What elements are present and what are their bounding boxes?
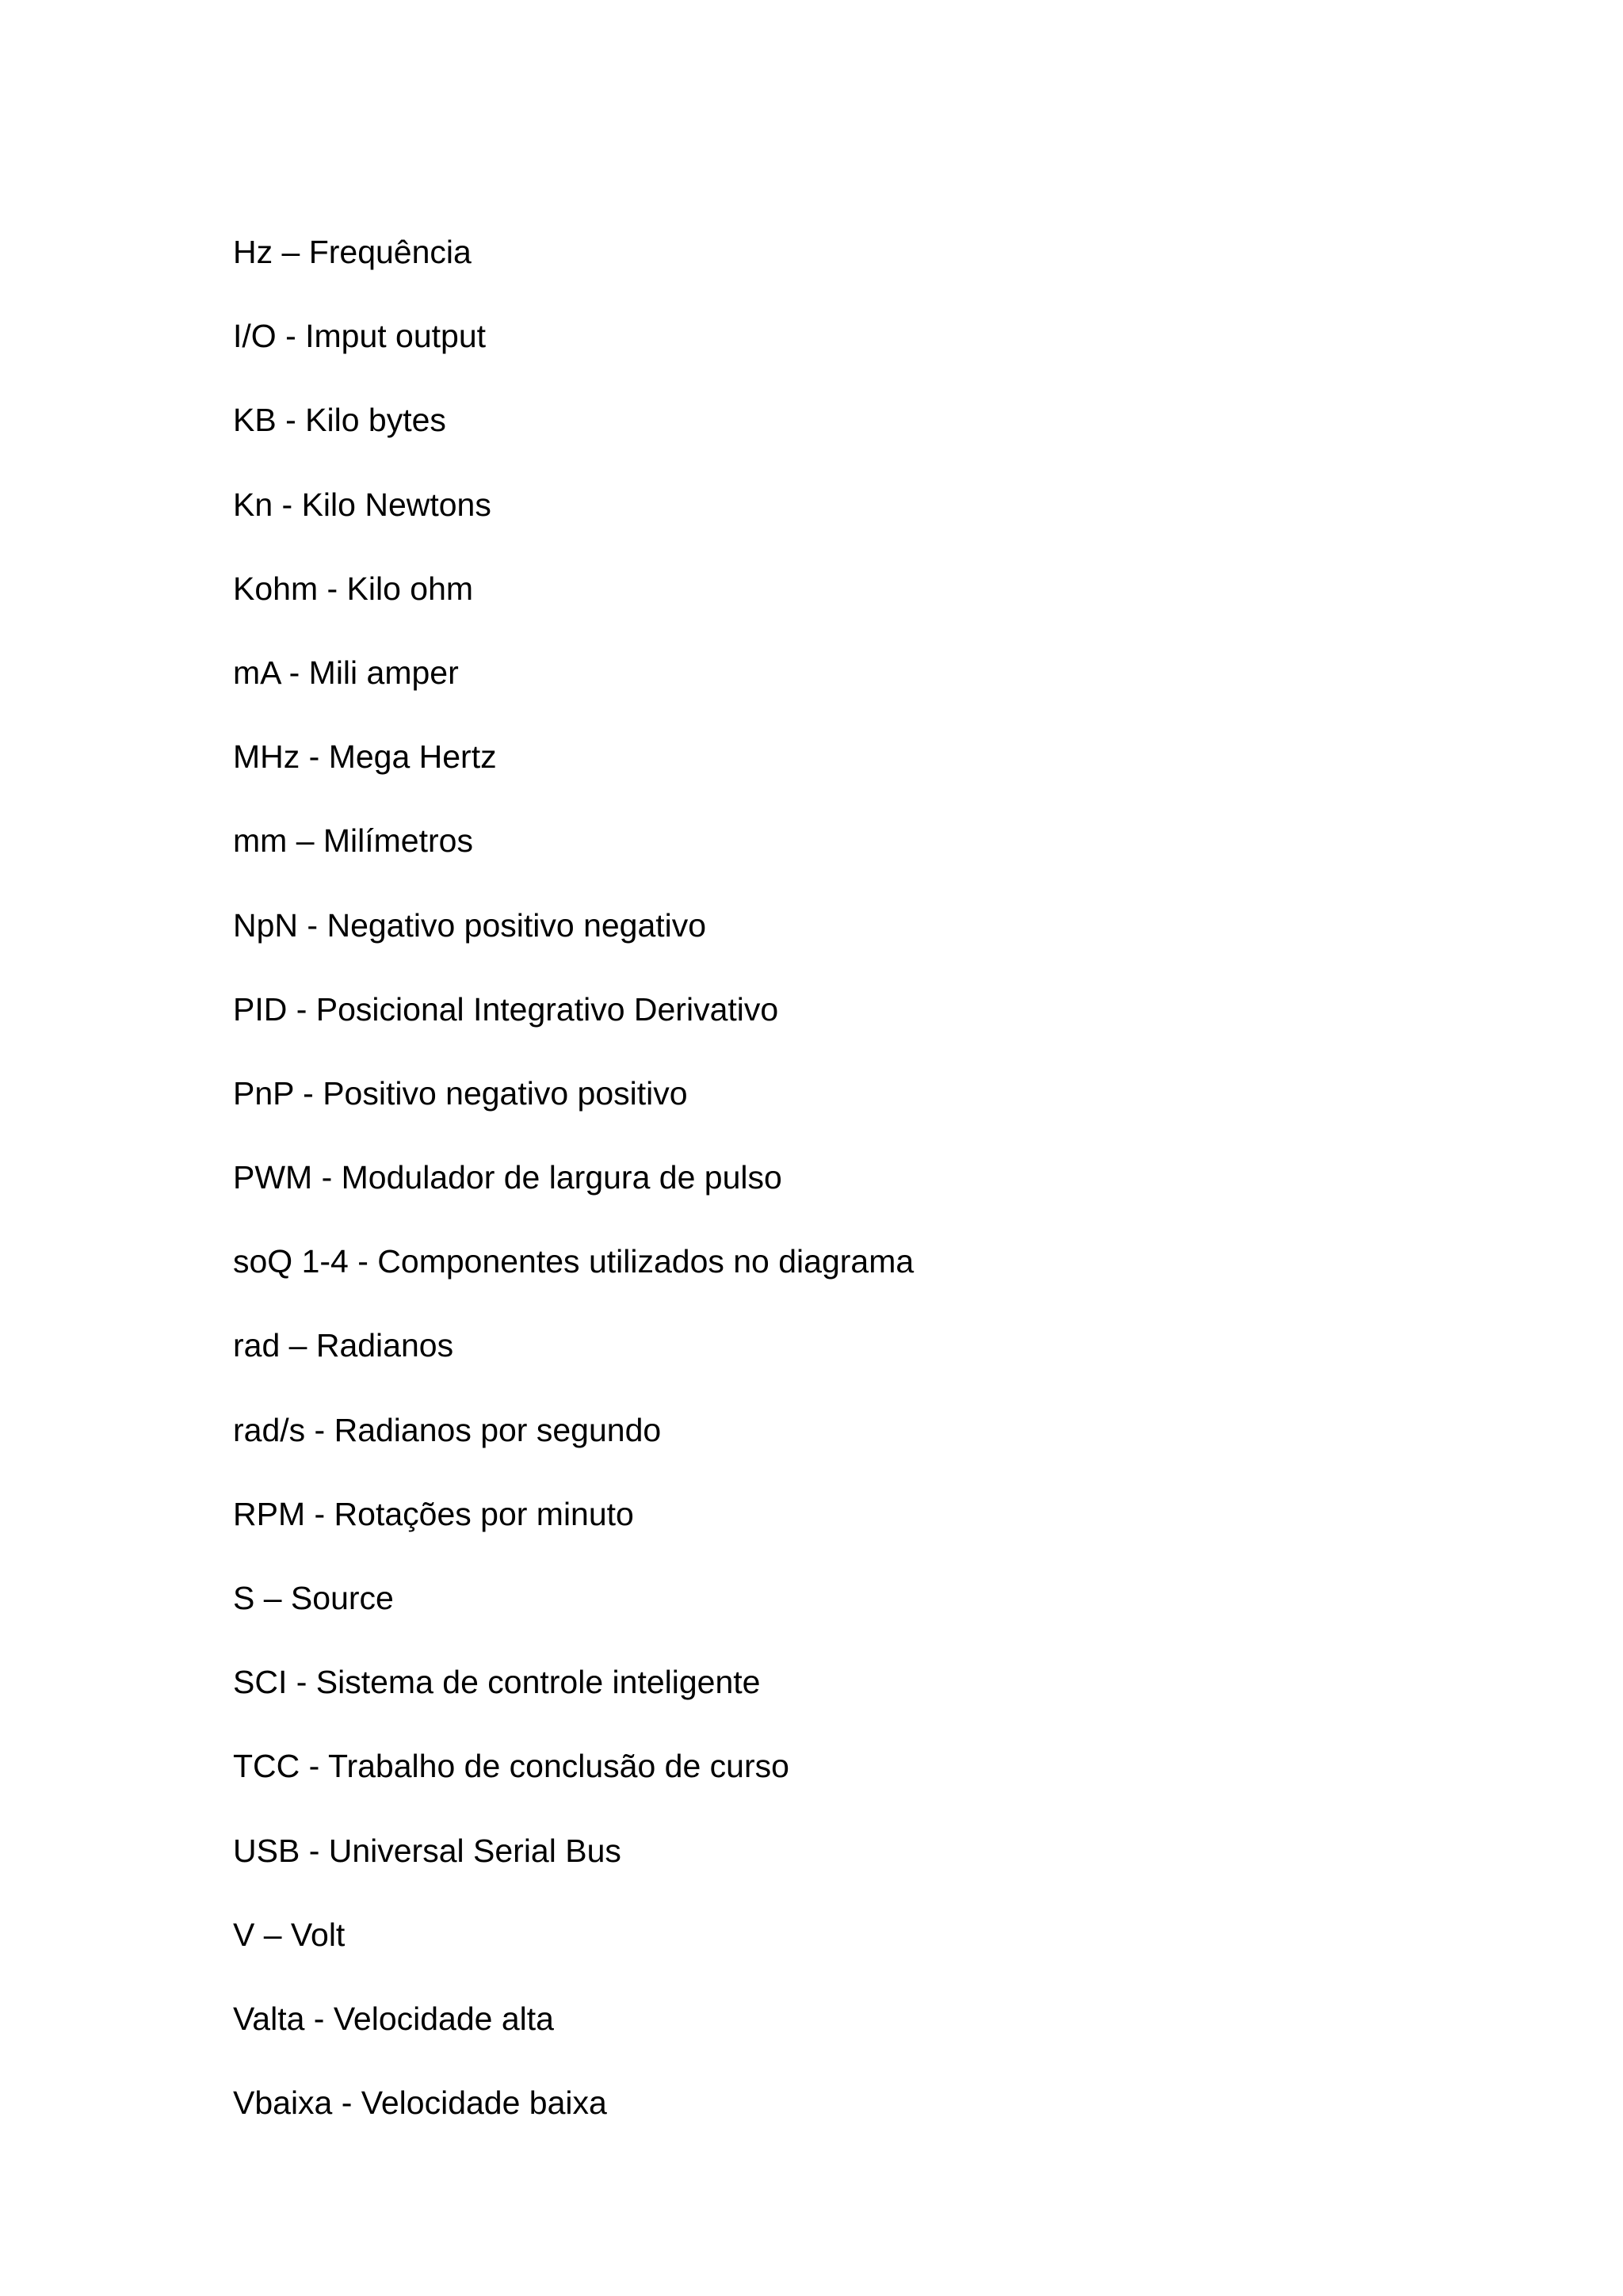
list-item: RPM - Rotações por minuto: [233, 1495, 634, 1532]
list-item: Valta - Velocidade alta: [233, 2000, 554, 2037]
list-item: Kn - Kilo Newtons: [233, 486, 491, 523]
list-item: PnP - Positivo negativo positivo: [233, 1074, 688, 1112]
list-item: KB - Kilo bytes: [233, 402, 446, 439]
abbreviation-list: [233, 228, 914, 2163]
list-item: Hz – Frequência: [233, 234, 472, 270]
list-item: mm – Milímetros: [233, 822, 473, 860]
list-item: rad – Radianos: [233, 1327, 454, 1364]
list-item: SCI - Sistema de controle inteligente: [233, 1664, 761, 1701]
list-item: TCC - Trabalho de conclusão de curso: [233, 1748, 789, 1785]
list-item: S – Source: [233, 1580, 394, 1616]
list-item: V – Volt: [233, 1916, 346, 1953]
list-item: Vbaixa - Velocidade baixa: [233, 2084, 607, 2122]
list-item: I/O - Imput output: [233, 318, 487, 355]
list-item: soQ 1-4 - Componentes utilizados no diagrama: [233, 1243, 915, 1280]
list-item: rad/s - Radianos por segundo: [233, 1411, 662, 1448]
list-item: NpN - Negativo positivo negativo: [233, 906, 707, 944]
list-item: USB - Universal Serial Bus: [233, 1832, 621, 1869]
list-item: Kohm - Kilo ohm: [233, 570, 474, 607]
list-item: PWM - Modulador de largura de pulso: [233, 1159, 782, 1196]
list-item: MHz - Mega Hertz: [233, 738, 497, 776]
list-item: PID - Posicional Integrativo Derivativo: [233, 990, 779, 1028]
list-item: mA - Mili amper: [233, 654, 459, 691]
